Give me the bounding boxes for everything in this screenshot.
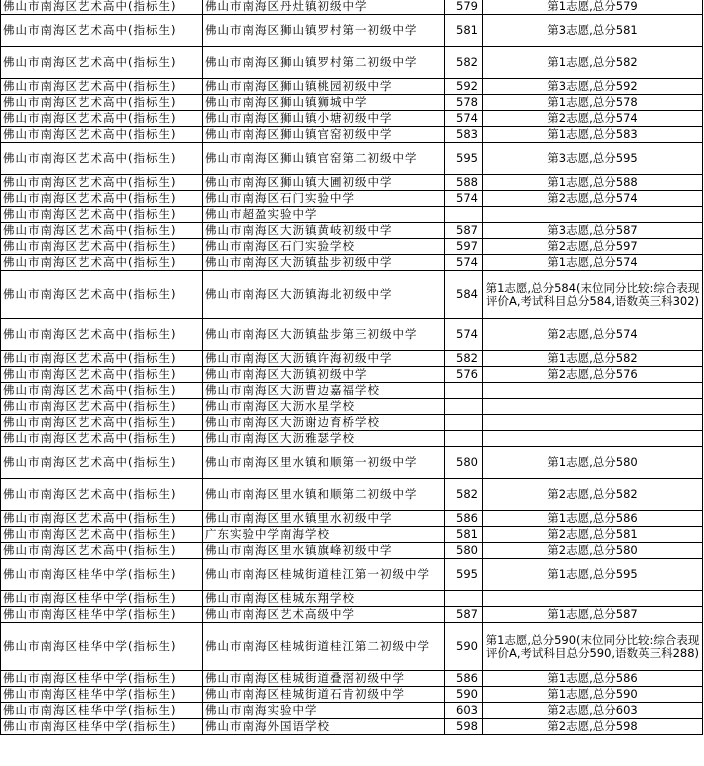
remark-cell: 第1志愿,总分583 xyxy=(483,127,703,143)
junior-school-cell: 佛山市南海实验中学 xyxy=(203,703,445,719)
junior-school-cell: 佛山市南海区桂城街道桂江第二初级中学 xyxy=(203,623,445,671)
table-row xyxy=(1,191,703,207)
score-cell: 574 xyxy=(445,111,483,127)
table-row xyxy=(1,351,703,367)
table-row xyxy=(1,415,703,431)
junior-school-cell: 佛山市南海区狮山镇狮城中学 xyxy=(203,95,445,111)
remark-cell xyxy=(483,431,703,447)
remark-cell xyxy=(483,415,703,431)
table-row xyxy=(1,511,703,527)
table-row xyxy=(1,703,703,719)
table-row xyxy=(1,447,703,479)
high-school-cell: 佛山市南海区艺术高中(指标生) xyxy=(1,415,203,431)
high-school-cell: 佛山市南海区桂华中学(指标生) xyxy=(1,559,203,591)
junior-school-cell: 佛山市南海区大沥镇海北初级中学 xyxy=(203,271,445,319)
table-row xyxy=(1,559,703,591)
high-school-cell: 佛山市南海区艺术高中(指标生) xyxy=(1,207,203,223)
remark-cell: 第1志愿,总分590(末位同分比较:综合表现评价A,考试科目总分590,语数英三科288) xyxy=(483,623,703,671)
table-row xyxy=(1,431,703,447)
junior-school-cell: 佛山市南海区丹灶镇初级中学 xyxy=(203,0,445,15)
junior-school-cell: 佛山市南海区大沥镇许海初级中学 xyxy=(203,351,445,367)
junior-school-cell: 佛山市南海区桂城东翔学校 xyxy=(203,591,445,607)
remark-cell: 第1志愿,总分587 xyxy=(483,607,703,623)
high-school-cell: 佛山市南海区艺术高中(指标生) xyxy=(1,447,203,479)
table-row xyxy=(1,0,703,15)
junior-school-cell: 佛山市南海区里水镇里水初级中学 xyxy=(203,511,445,527)
high-school-cell: 佛山市南海区艺术高中(指标生) xyxy=(1,271,203,319)
junior-school-cell: 佛山市南海区桂城街道桂江第一初级中学 xyxy=(203,559,445,591)
high-school-cell: 佛山市南海区艺术高中(指标生) xyxy=(1,143,203,175)
high-school-cell: 佛山市南海区艺术高中(指标生) xyxy=(1,351,203,367)
score-cell: 574 xyxy=(445,319,483,351)
table-row xyxy=(1,111,703,127)
junior-school-cell: 佛山市南海区狮山镇官窑初级中学 xyxy=(203,127,445,143)
score-cell: 586 xyxy=(445,671,483,687)
remark-cell xyxy=(483,399,703,415)
remark-cell: 第1志愿,总分586 xyxy=(483,671,703,687)
score-cell: 590 xyxy=(445,687,483,703)
remark-cell: 第3志愿,总分592 xyxy=(483,79,703,95)
junior-school-cell: 佛山市南海区艺术高级中学 xyxy=(203,607,445,623)
junior-school-cell: 佛山市南海区狮山镇小塘初级中学 xyxy=(203,111,445,127)
table-row xyxy=(1,527,703,543)
score-cell xyxy=(445,207,483,223)
remark-cell: 第1志愿,总分579 xyxy=(483,0,703,15)
score-cell xyxy=(445,431,483,447)
high-school-cell: 佛山市南海区艺术高中(指标生) xyxy=(1,255,203,271)
high-school-cell: 佛山市南海区桂华中学(指标生) xyxy=(1,607,203,623)
high-school-cell: 佛山市南海区艺术高中(指标生) xyxy=(1,527,203,543)
high-school-cell: 佛山市南海区桂华中学(指标生) xyxy=(1,703,203,719)
score-cell: 580 xyxy=(445,543,483,559)
junior-school-cell: 佛山市南海区石门实验中学 xyxy=(203,191,445,207)
table-row xyxy=(1,271,703,319)
remark-cell: 第3志愿,总分595 xyxy=(483,143,703,175)
remark-cell: 第3志愿,总分581 xyxy=(483,15,703,47)
high-school-cell: 佛山市南海区艺术高中(指标生) xyxy=(1,79,203,95)
junior-school-cell: 佛山市南海区大沥镇黄岐初级中学 xyxy=(203,223,445,239)
remark-cell: 第1志愿,总分586 xyxy=(483,511,703,527)
remark-cell: 第2志愿,总分603 xyxy=(483,703,703,719)
remark-cell: 第2志愿,总分597 xyxy=(483,239,703,255)
score-cell: 595 xyxy=(445,559,483,591)
junior-school-cell: 佛山市南海区大沥水星学校 xyxy=(203,399,445,415)
score-cell: 581 xyxy=(445,15,483,47)
table-row xyxy=(1,719,703,735)
remark-cell: 第1志愿,总分584(末位同分比较:综合表现评价A,考试科目总分584,语数英三科302) xyxy=(483,271,703,319)
high-school-cell: 佛山市南海区艺术高中(指标生) xyxy=(1,239,203,255)
junior-school-cell: 佛山市南海区里水镇旗峰初级中学 xyxy=(203,543,445,559)
high-school-cell: 佛山市南海区桂华中学(指标生) xyxy=(1,591,203,607)
high-school-cell: 佛山市南海区艺术高中(指标生) xyxy=(1,111,203,127)
junior-school-cell: 佛山市南海区大沥镇盐步第三初级中学 xyxy=(203,319,445,351)
score-cell xyxy=(445,415,483,431)
junior-school-cell: 佛山市南海区狮山镇大圃初级中学 xyxy=(203,175,445,191)
remark-cell: 第1志愿,总分580 xyxy=(483,447,703,479)
remark-cell: 第1志愿,总分590 xyxy=(483,687,703,703)
table-row xyxy=(1,175,703,191)
high-school-cell: 佛山市南海区艺术高中(指标生) xyxy=(1,367,203,383)
remark-cell: 第2志愿,总分576 xyxy=(483,367,703,383)
score-cell: 578 xyxy=(445,95,483,111)
table-row xyxy=(1,399,703,415)
table-row xyxy=(1,15,703,47)
remark-cell xyxy=(483,207,703,223)
score-cell: 579 xyxy=(445,0,483,15)
junior-school-cell: 佛山市南海区狮山镇罗村第二初级中学 xyxy=(203,47,445,79)
score-cell: 582 xyxy=(445,479,483,511)
high-school-cell: 佛山市南海区艺术高中(指标生) xyxy=(1,319,203,351)
score-cell: 603 xyxy=(445,703,483,719)
junior-school-cell: 佛山市南海区桂城街道石肯初级中学 xyxy=(203,687,445,703)
score-cell: 587 xyxy=(445,607,483,623)
table-row xyxy=(1,687,703,703)
score-cell: 581 xyxy=(445,527,483,543)
high-school-cell: 佛山市南海区桂华中学(指标生) xyxy=(1,719,203,735)
junior-school-cell: 佛山市南海区狮山镇罗村第一初级中学 xyxy=(203,15,445,47)
remark-cell: 第1志愿,总分578 xyxy=(483,95,703,111)
table-row xyxy=(1,671,703,687)
high-school-cell: 佛山市南海区艺术高中(指标生) xyxy=(1,399,203,415)
remark-cell xyxy=(483,591,703,607)
score-cell: 582 xyxy=(445,351,483,367)
remark-cell: 第1志愿,总分582 xyxy=(483,351,703,367)
remark-cell: 第2志愿,总分574 xyxy=(483,111,703,127)
score-cell xyxy=(445,591,483,607)
table-row xyxy=(1,239,703,255)
score-cell: 584 xyxy=(445,271,483,319)
score-cell: 592 xyxy=(445,79,483,95)
table-row xyxy=(1,255,703,271)
score-cell: 586 xyxy=(445,511,483,527)
high-school-cell: 佛山市南海区艺术高中(指标生) xyxy=(1,47,203,79)
table-row xyxy=(1,367,703,383)
table-row xyxy=(1,223,703,239)
remark-cell: 第2志愿,总分580 xyxy=(483,543,703,559)
score-cell: 595 xyxy=(445,143,483,175)
table-row xyxy=(1,591,703,607)
high-school-cell: 佛山市南海区桂华中学(指标生) xyxy=(1,623,203,671)
score-cell: 587 xyxy=(445,223,483,239)
high-school-cell: 佛山市南海区艺术高中(指标生) xyxy=(1,479,203,511)
table-row xyxy=(1,319,703,351)
junior-school-cell: 佛山市南海区里水镇和顺第二初级中学 xyxy=(203,479,445,511)
table-row xyxy=(1,79,703,95)
high-school-cell: 佛山市南海区艺术高中(指标生) xyxy=(1,383,203,399)
remark-cell: 第1志愿,总分595 xyxy=(483,559,703,591)
junior-school-cell: 佛山市南海区里水镇和顺第一初级中学 xyxy=(203,447,445,479)
score-cell: 580 xyxy=(445,447,483,479)
high-school-cell: 佛山市南海区艺术高中(指标生) xyxy=(1,95,203,111)
table-row xyxy=(1,207,703,223)
remark-cell xyxy=(483,383,703,399)
junior-school-cell: 佛山市南海区石门实验学校 xyxy=(203,239,445,255)
high-school-cell: 佛山市南海区艺术高中(指标生) xyxy=(1,543,203,559)
junior-school-cell: 佛山市南海区大沥雅瑟学校 xyxy=(203,431,445,447)
remark-cell: 第2志愿,总分581 xyxy=(483,527,703,543)
junior-school-cell: 广东实验中学南海学校 xyxy=(203,527,445,543)
junior-school-cell: 佛山市南海区大沥镇盐步初级中学 xyxy=(203,255,445,271)
junior-school-cell: 佛山市南海区狮山镇官窑第二初级中学 xyxy=(203,143,445,175)
remark-cell: 第2志愿,总分574 xyxy=(483,191,703,207)
score-cell: 590 xyxy=(445,623,483,671)
high-school-cell: 佛山市南海区艺术高中(指标生) xyxy=(1,127,203,143)
score-cell: 598 xyxy=(445,719,483,735)
junior-school-cell: 佛山市南海区大沥曹边嘉福学校 xyxy=(203,383,445,399)
remark-cell: 第2志愿,总分582 xyxy=(483,479,703,511)
junior-school-cell: 佛山市南海区大沥镇初级中学 xyxy=(203,367,445,383)
score-cell: 597 xyxy=(445,239,483,255)
table-row xyxy=(1,607,703,623)
score-cell xyxy=(445,399,483,415)
remark-cell: 第1志愿,总分574 xyxy=(483,255,703,271)
score-cell: 576 xyxy=(445,367,483,383)
score-cell: 582 xyxy=(445,47,483,79)
score-cell xyxy=(445,383,483,399)
high-school-cell: 佛山市南海区艺术高中(指标生) xyxy=(1,223,203,239)
table-row xyxy=(1,143,703,175)
high-school-cell: 佛山市南海区桂华中学(指标生) xyxy=(1,671,203,687)
junior-school-cell: 佛山市南海外国语学校 xyxy=(203,719,445,735)
junior-school-cell: 佛山市南海区大沥谢边育桥学校 xyxy=(203,415,445,431)
high-school-cell: 佛山市南海区艺术高中(指标生) xyxy=(1,0,203,15)
high-school-cell: 佛山市南海区艺术高中(指标生) xyxy=(1,511,203,527)
high-school-cell: 佛山市南海区艺术高中(指标生) xyxy=(1,175,203,191)
score-cell: 588 xyxy=(445,175,483,191)
score-cell: 583 xyxy=(445,127,483,143)
score-cell: 574 xyxy=(445,255,483,271)
table-row xyxy=(1,127,703,143)
admission-table-body xyxy=(1,0,703,735)
high-school-cell: 佛山市南海区桂华中学(指标生) xyxy=(1,687,203,703)
table-row xyxy=(1,95,703,111)
table-row xyxy=(1,623,703,671)
table-row xyxy=(1,383,703,399)
high-school-cell: 佛山市南海区艺术高中(指标生) xyxy=(1,191,203,207)
junior-school-cell: 佛山市南海区狮山镇桃园初级中学 xyxy=(203,79,445,95)
remark-cell: 第2志愿,总分574 xyxy=(483,319,703,351)
table-row xyxy=(1,479,703,511)
high-school-cell: 佛山市南海区艺术高中(指标生) xyxy=(1,431,203,447)
score-cell: 574 xyxy=(445,191,483,207)
remark-cell: 第2志愿,总分598 xyxy=(483,719,703,735)
high-school-cell: 佛山市南海区艺术高中(指标生) xyxy=(1,15,203,47)
junior-school-cell: 佛山市南海区桂城街道叠滘初级中学 xyxy=(203,671,445,687)
remark-cell: 第3志愿,总分587 xyxy=(483,223,703,239)
table-row xyxy=(1,47,703,79)
junior-school-cell: 佛山市超盈实验中学 xyxy=(203,207,445,223)
remark-cell: 第1志愿,总分588 xyxy=(483,175,703,191)
table-row xyxy=(1,543,703,559)
remark-cell: 第1志愿,总分582 xyxy=(483,47,703,79)
